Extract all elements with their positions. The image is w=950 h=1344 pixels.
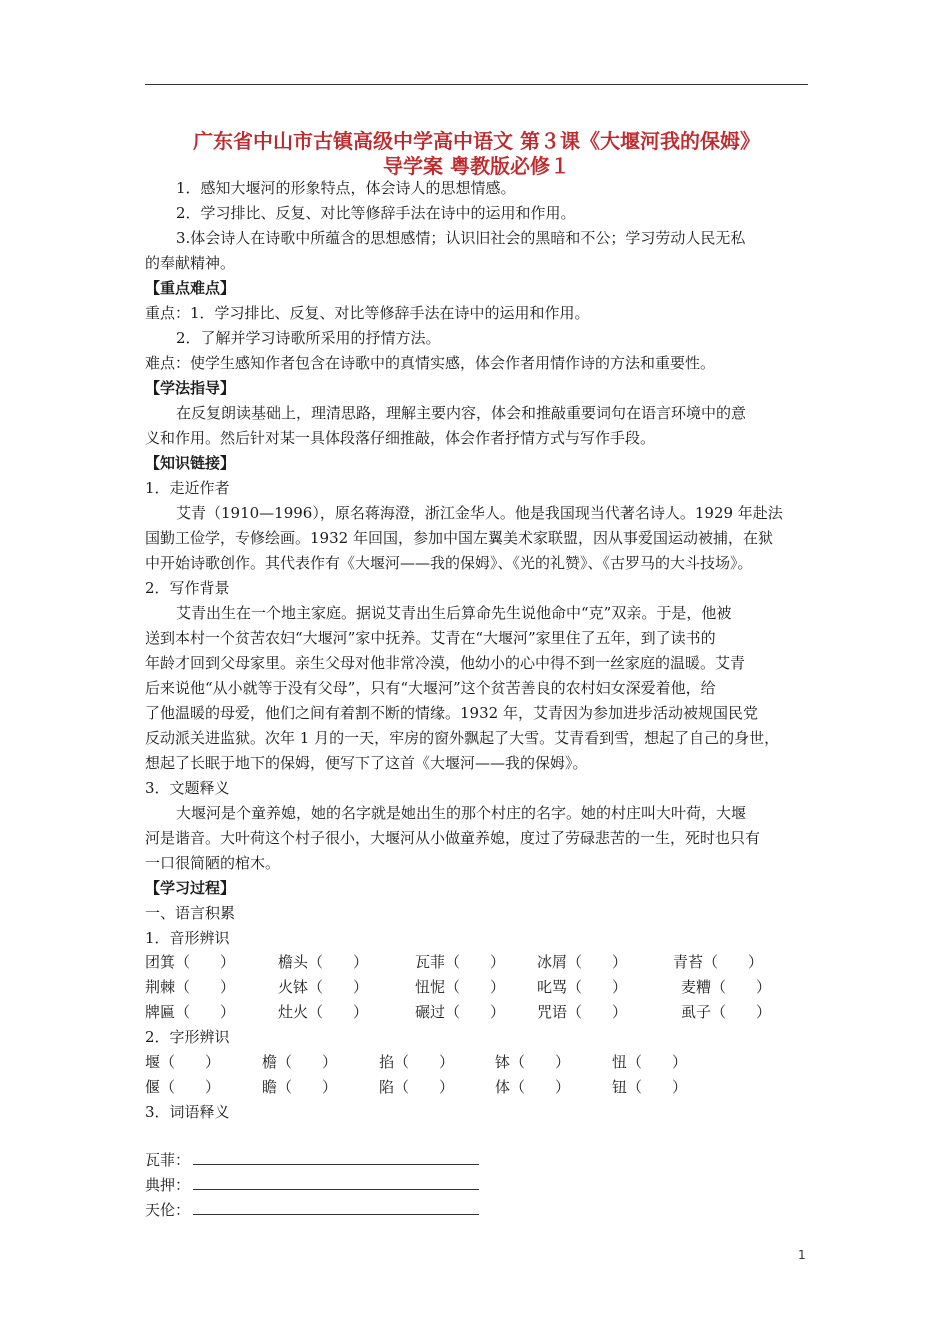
pronunciation-item[interactable]: 牌匾（ ） (145, 1003, 236, 1021)
subsection-author: 1．走近作者 (145, 479, 230, 497)
page-number: 1 (798, 1248, 806, 1262)
question-form-title: 2．字形辨识 (145, 1028, 230, 1046)
subsection-title-meaning: 3．文题释义 (145, 779, 230, 797)
pronunciation-item[interactable]: 咒语（ ） (537, 1003, 628, 1021)
answer-line[interactable] (193, 1214, 479, 1215)
question-pronunciation-title: 1．音形辨识 (145, 929, 230, 947)
pronunciation-item[interactable]: 荆棘（ ） (145, 978, 236, 996)
form-row-1 (145, 1052, 745, 1074)
form-item[interactable]: 檐（ ） (262, 1053, 338, 1071)
form-item[interactable]: 忸（ ） (612, 1053, 688, 1071)
goal-3: 3.体会诗人在诗歌中所蕴含的思想感情；认识旧社会的黑暗和不公；学习劳动人民无私 (176, 229, 746, 247)
background-line-2: 送到本村一个贫苦农妇“大堰河”家中抚养。艾青在“大堰河”家里住了五年，到了读书的 (145, 629, 716, 647)
section-heading-process: 【学习过程】 (145, 879, 236, 897)
author-line-1: 艾青（1910—1996），原名蒋海澄，浙江金华人。他是我国现当代著名诗人。1929 年赴法 (176, 504, 783, 522)
form-row-2 (145, 1077, 745, 1099)
author-line-3: 中开始诗歌创作。其代表作有《大堰河——我的保姆》、《光的礼赞》、《古罗马的大斗技场》。 (145, 554, 753, 572)
key-point-1: 重点：1．学习排比、反复、对比等修辞手法在诗中的运用和作用。 (145, 304, 590, 322)
form-item[interactable]: 体（ ） (495, 1078, 571, 1096)
title-meaning-line-1: 大堰河是个童养媳，她的名字就是她出生的那个村庄的名字。她的村庄叫大叶荷，大堰 (176, 804, 747, 822)
vocab-term: 典押： (145, 1176, 191, 1194)
form-item[interactable]: 钵（ ） (495, 1053, 571, 1071)
pronunciation-item[interactable]: 叱骂（ ） (537, 978, 628, 996)
background-line-1: 艾青出生在一个地主家庭。据说艾青出生后算命先生说他命中“克”双亲。于是，他被 (176, 604, 732, 622)
pronunciation-row-1 (145, 952, 785, 974)
vocab-term: 天伦： (145, 1201, 191, 1219)
pronunciation-item[interactable]: 麦糟（ ） (681, 978, 772, 996)
method-line-1: 在反复朗读基础上，理清思路，理解主要内容，体会和推敲重要词句在语言环境中的意 (176, 404, 747, 422)
form-item[interactable]: 瞻（ ） (262, 1078, 338, 1096)
pronunciation-item[interactable]: 青苔（ ） (673, 953, 764, 971)
author-line-2: 国勤工俭学，专修绘画。1932 年回国，参加中国左翼美术家联盟，因从事爱国运动被捕，在狱 (145, 529, 773, 547)
pronunciation-item[interactable]: 碾过（ ） (415, 1003, 506, 1021)
section-heading-key-points: 【重点难点】 (145, 279, 236, 297)
vocab-term: 瓦菲： (145, 1151, 191, 1169)
pronunciation-item[interactable]: 瓦菲（ ） (415, 953, 506, 971)
answer-line[interactable] (193, 1189, 479, 1190)
form-item[interactable]: 陷（ ） (379, 1078, 455, 1096)
difficult-point: 难点：使学生感知作者包含在诗歌中的真情实感，体会作者用情作诗的方法和重要性。 (145, 354, 716, 372)
title-meaning-line-3: 一口很简陋的棺木。 (145, 854, 281, 872)
goal-2: 2．学习排比、反复、对比等修辞手法在诗中的运用和作用。 (176, 204, 576, 222)
background-line-4: 后来说他“从小就等于没有父母”，只有“大堰河”这个贫苦善良的农村妇女深爱着他，给 (145, 679, 716, 697)
title-meaning-line-2: 河是谐音。大叶荷这个村子很小，大堰河从小做童养媳，度过了劳碌悲苦的一生，死时也只有 (145, 829, 761, 847)
form-item[interactable]: 堰（ ） (145, 1053, 221, 1071)
form-item[interactable]: 掐（ ） (379, 1053, 455, 1071)
method-line-2: 义和作用。然后针对某一具体段落仔细推敲，体会作者抒情方式与写作手段。 (145, 429, 656, 447)
pronunciation-item[interactable]: 虱子（ ） (681, 1003, 772, 1021)
vocab-field-3[interactable] (145, 1200, 485, 1222)
answer-line[interactable] (193, 1164, 479, 1165)
pronunciation-item[interactable]: 火钵（ ） (278, 978, 369, 996)
section-heading-knowledge: 【知识链接】 (145, 454, 236, 472)
goal-1: 1．感知大堰河的形象特点，体会诗人的思想情感。 (176, 179, 516, 197)
pronunciation-item[interactable]: 檐头（ ） (278, 953, 369, 971)
pronunciation-item[interactable]: 忸怩（ ） (415, 978, 506, 996)
goal-3-cont: 的奉献精神。 (145, 254, 236, 272)
pronunciation-item[interactable]: 灶火（ ） (278, 1003, 369, 1021)
document-title-line-2: 导学案 粤教版必修１ (383, 154, 570, 178)
pronunciation-row-3 (145, 1002, 785, 1024)
background-line-7: 想起了长眠于地下的保姆，便写下了这首《大堰河——我的保姆》。 (145, 754, 588, 772)
background-line-3: 年龄才回到父母家里。亲生父母对他非常冷漠，他幼小的心中得不到一丝家庭的温暖。艾青 (145, 654, 746, 672)
form-item[interactable]: 偃（ ） (145, 1078, 221, 1096)
pronunciation-row-2 (145, 977, 785, 999)
background-line-6: 反动派关进监狱。次年 1 月的一天，牢房的窗外飘起了大雪。艾青看到雪，想起了自己的身世， (145, 729, 780, 747)
vocab-field-2[interactable] (145, 1175, 485, 1197)
pronunciation-item[interactable]: 冰屑（ ） (537, 953, 628, 971)
section-heading-method: 【学法指导】 (145, 379, 236, 397)
key-point-2: 2．了解并学习诗歌所采用的抒情方法。 (176, 329, 441, 347)
subsection-language: 一、语言积累 (145, 904, 236, 922)
pronunciation-item[interactable]: 团箕（ ） (145, 953, 236, 971)
header-rule (145, 84, 808, 85)
document-title-line-1: 广东省中山市古镇高级中学高中语文 第３课《大堰河我的保姆》 (193, 129, 760, 153)
background-line-5: 了他温暖的母爱，他们之间有着割不断的情缘。1932 年，艾青因为参加进步活动被规国民党 (145, 704, 758, 722)
subsection-background: 2．写作背景 (145, 579, 230, 597)
form-item[interactable]: 钮（ ） (612, 1078, 688, 1096)
question-vocab-title: 3．词语释义 (145, 1103, 230, 1121)
vocab-field-1[interactable] (145, 1150, 485, 1172)
